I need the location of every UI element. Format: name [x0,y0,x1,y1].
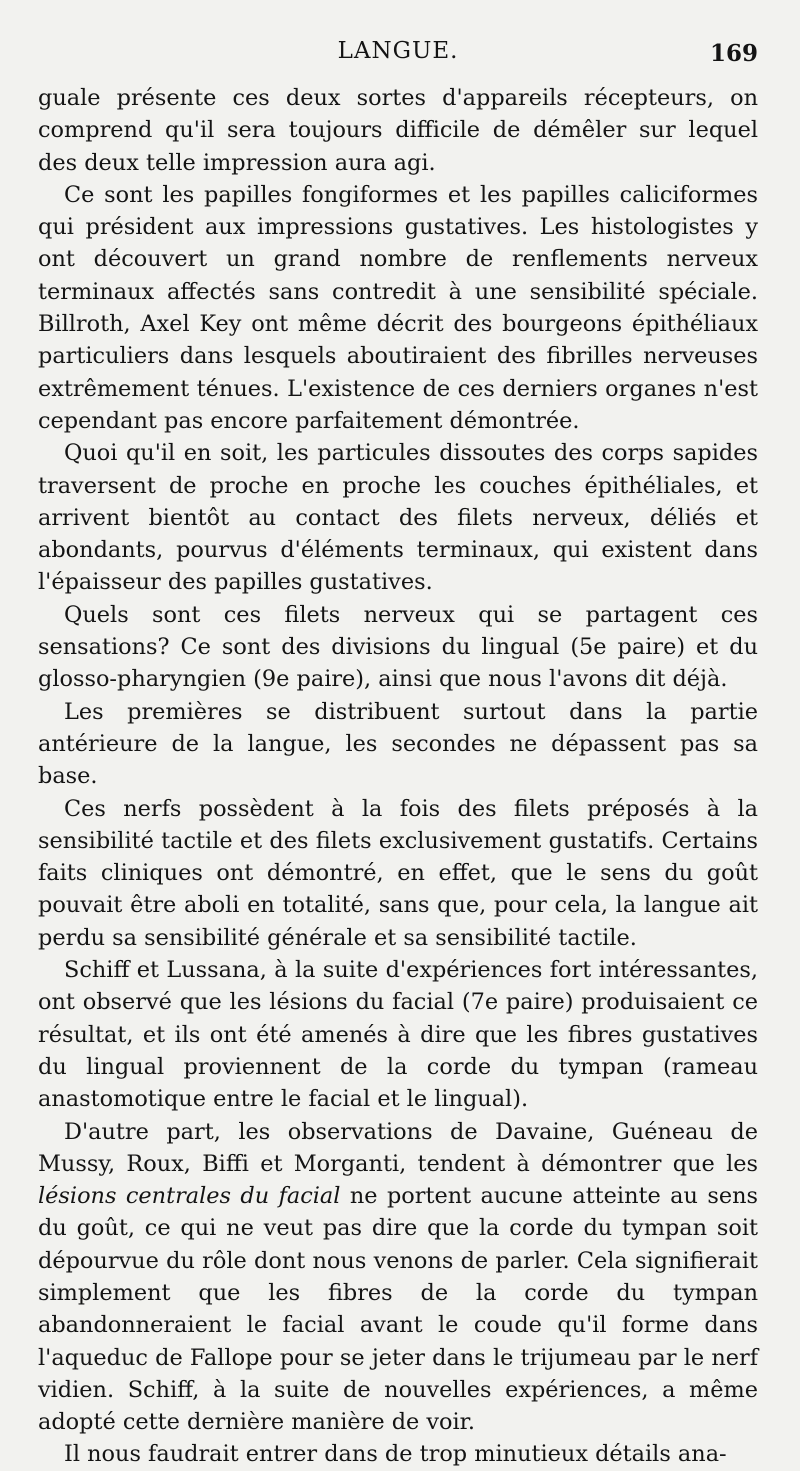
page-header [38,30,758,82]
paragraph-davaine-italic: lésions centrales du facial [38,1183,341,1210]
paragraph-particules: Quoi qu'il en soit, les particules dissoutes des corps sapides traversent de proche en proche les couches épithéliales, et arrivent bientôt au contact des filets nerveux, déliés et abondants, pourvus d'éléments terminaux, qui existent dans l'épaisseur des papilles gustatives. [38,440,758,596]
paragraph-schiff-lussana: Schiff et Lussana, à la suite d'expériences fort intéressantes, ont observé que les lésions du facial (7e paire) produisaient ce résultat, et ils ont été amenés à dire que les fibres gustatives du lingual proviennent de la corde du tympan (rameau anastomotique entre le facial et le lingual). [38,957,758,1113]
paragraph-davaine-end: ne portent aucune atteinte au sens du goût, ce qui ne veut pas dire que la corde du tympan soit dépourvue du rôle dont nous venons de parler. Cela signifierait simplement que les fibres de la corde du tympan abandonneraient le facial avant le coude qu'il forme dans l'aqueduc de Fallope pour se jeter dans le trijumeau par le nerf vidien. Schiff, à la suite de nouvelles expériences, a même adopté cette dernière manière de voir. [38,1183,759,1436]
running-head: LANGUE. [337,38,459,64]
paragraph-davaine-start: D'autre part, les observations de Davaine, Guéneau de Mussy, Roux, Biffi et Morganti, tendent à démontrer que les [38,1118,758,1177]
paragraph-davaine [38,1116,758,1439]
paragraph-premieres: Les premières se distribuent surtout dans la partie antérieure de la langue, les secondes ne dépassent pas sa base. [38,698,758,790]
paragraph-papilles: Ce sont les papilles fongiformes et les papilles caliciformes qui président aux impressions gustatives. Les histologistes y ont découvert un grand nombre de renflements nerveux terminaux affectés sans contredit à une sensibilité spéciale. Billroth, Axel Key ont même décrit des bourgeons épithéliaux particuliers dans lesquels aboutiraient des fibrilles nerveuses extrêmement ténues. L'existence de ces derniers organes n'est cependant pas encore parfaitement démontrée. [38,181,758,434]
page-number: 169 [709,40,758,67]
paragraph-continued: guale présente ces deux sortes d'appareils récepteurs, on comprend qu'il sera toujours difficile de démêler sur lequel des deux telle impression aura agi. [38,85,758,176]
paragraph-nerfs: Ces nerfs possèdent à la fois des filets préposés à la sensibilité tactile et des filets exclusivement gustatifs. Certains faits cliniques ont démontré, en effet, que le sens du goût pouvait être aboli en totalité, sans que, pour cela, la langue ait perdu sa sensibilité générale et sa sensibilité tactile. [38,795,758,951]
body-text [38,82,758,1471]
paragraph-filets-nerveux: Quels sont ces filets nerveux qui se partagent ces sensations? Ce sont des divisions du lingual (5e paire) et du glosso-pharyngien (9e paire), ainsi que nous l'avons dit déjà. [38,601,758,693]
paragraph-last: Il nous faudrait entrer dans de trop minutieux détails ana- [64,1441,727,1468]
